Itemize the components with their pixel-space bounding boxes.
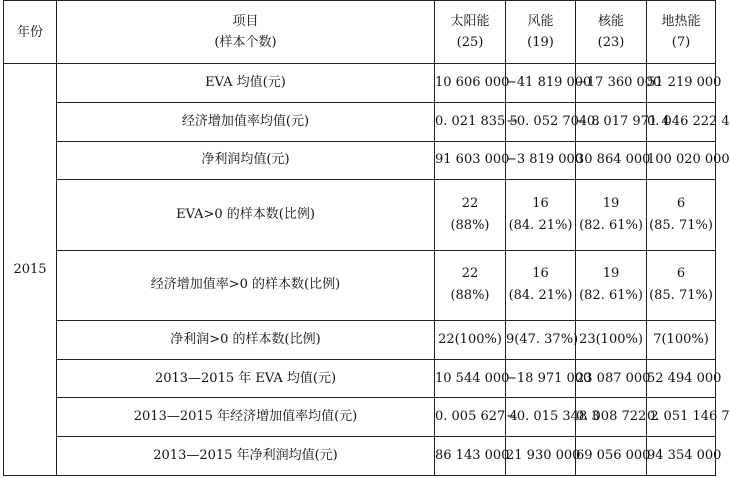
value-cell: [435, 180, 506, 250]
value-text: 94 354 000: [647, 448, 722, 464]
value-text: 19: [602, 196, 620, 211]
value-text: (82. 61%): [579, 218, 643, 233]
row-label: EVA 均值(元): [57, 64, 435, 103]
table-row: [4, 398, 716, 437]
value-text: (84. 21%): [508, 288, 573, 304]
value-text: 6: [676, 196, 686, 211]
col-header-nuclear: [576, 1, 647, 64]
value-cell: [506, 250, 576, 320]
value-cell: [647, 437, 722, 476]
row-label: 2013—2015 年经济增加值率均值(元): [57, 398, 435, 437]
value-text: 23 087 000: [576, 370, 651, 386]
value-text: (88%): [450, 288, 490, 304]
row-label: 经济增加值率均值(元): [57, 102, 435, 141]
row-label: EVA>0 的样本数(比例): [57, 180, 435, 250]
value-text: 0. 008 722 2: [576, 409, 659, 425]
value-cell: [506, 398, 600, 437]
table-row: [4, 359, 716, 398]
value-cell: [435, 141, 510, 180]
value-text: 0. 046 222 4: [647, 113, 730, 129]
col-header-name: 核能: [597, 14, 624, 30]
row-label: 2013—2015 年 EVA 均值(元): [57, 359, 435, 398]
value-text: 22: [461, 266, 479, 282]
item-header-label: 项目: [232, 14, 259, 30]
table-row: [4, 250, 716, 320]
value-text: 100 020 000: [647, 152, 730, 168]
year-header: 年份: [4, 1, 57, 64]
col-header-count: (19): [527, 35, 554, 51]
col-header-name: 太阳能: [450, 14, 490, 30]
value-text: 7(100%): [653, 331, 709, 347]
value-text: −41 819 000: [506, 75, 592, 91]
year-cell: 2015: [4, 64, 57, 476]
value-text: (85. 71%): [649, 218, 713, 233]
value-cell: [576, 437, 651, 476]
value-text: 9(47. 37%): [506, 331, 579, 347]
value-cell: [647, 250, 716, 320]
item-header-sub: (样本个数): [214, 35, 277, 51]
col-header-count: (25): [456, 35, 484, 51]
value-cell: [506, 141, 584, 180]
value-text: 19: [602, 266, 620, 282]
value-cell: [506, 437, 581, 476]
value-cell: [647, 359, 722, 398]
value-text: −0. 017 971 4: [576, 113, 670, 129]
value-text: 10 544 000: [435, 370, 510, 386]
value-text: 30 864 000: [576, 152, 651, 168]
value-text: 10 606 000: [435, 75, 510, 91]
value-cell: [506, 359, 592, 398]
value-cell: [576, 141, 651, 180]
value-cell: [647, 398, 730, 437]
value-text: 0. 005 627 4: [435, 409, 518, 425]
value-cell: [576, 180, 647, 250]
value-text: −0. 015 348 3: [506, 409, 600, 425]
value-text: −3 819 000: [506, 152, 584, 168]
value-cell: [576, 321, 647, 360]
value-cell: [506, 102, 600, 141]
value-cell: [435, 250, 506, 320]
table-row: [4, 64, 716, 103]
row-label: 2013—2015 年净利润均值(元): [57, 437, 435, 476]
value-text: 51 219 000: [647, 75, 722, 91]
value-cell: [435, 102, 518, 141]
value-cell: [576, 102, 670, 141]
value-cell: [576, 359, 651, 398]
value-cell: [506, 180, 576, 250]
value-text: 52 494 000: [647, 370, 722, 386]
table-row: [4, 102, 716, 141]
table-row: [4, 437, 716, 476]
header-row: [4, 1, 716, 64]
value-text: 69 056 000: [576, 448, 651, 464]
col-header-geothermal: [647, 1, 716, 64]
value-cell: [576, 64, 662, 103]
row-label: 净利润均值(元): [57, 141, 435, 180]
value-text: 86 143 000: [435, 448, 510, 464]
value-cell: [647, 102, 730, 141]
value-text: −17 360 000: [576, 75, 662, 91]
col-header-wind: [506, 1, 576, 64]
value-cell: [435, 64, 510, 103]
value-text: 91 603 000: [435, 152, 510, 168]
value-text: (82. 61%): [579, 288, 643, 304]
value-text: 21 930 000: [506, 448, 581, 464]
value-text: 23(100%): [579, 331, 643, 347]
table-row: [4, 180, 716, 250]
table-row: [4, 321, 716, 360]
col-header-name: 风能: [527, 14, 554, 30]
value-text: 0. 051 146 7: [647, 409, 730, 425]
value-text: 22: [461, 196, 479, 211]
value-cell: [435, 437, 510, 476]
value-text: 22(100%): [438, 331, 502, 347]
value-cell: [506, 64, 592, 103]
value-text: −0. 052 704 8: [506, 113, 600, 129]
value-text: (85. 71%): [649, 288, 713, 304]
col-header-name: 地热能: [661, 14, 701, 30]
table-row: [4, 141, 716, 180]
value-text: 0. 021 835 5: [435, 113, 518, 129]
value-text: 16: [532, 196, 549, 211]
value-cell: [506, 321, 579, 360]
col-header-count: (7): [671, 35, 691, 51]
value-text: 6: [676, 266, 686, 282]
value-cell: [435, 398, 518, 437]
col-header-solar: [435, 1, 506, 64]
data-table: [3, 0, 730, 476]
col-header-count: (23): [597, 35, 625, 51]
row-label: 经济增加值率>0 的样本数(比例): [57, 250, 435, 320]
value-cell: [647, 64, 722, 103]
value-cell: [576, 250, 647, 320]
value-cell: [435, 359, 510, 398]
value-cell: [647, 321, 716, 360]
value-cell: [647, 141, 730, 180]
value-text: 16: [532, 266, 549, 282]
value-text: −18 971 000: [506, 370, 592, 386]
row-label: 净利润>0 的样本数(比例): [57, 321, 435, 360]
value-cell: [647, 180, 716, 250]
value-text: (84. 21%): [508, 218, 573, 233]
value-text: (88%): [450, 218, 490, 233]
value-cell: [576, 398, 659, 437]
item-header: [57, 1, 435, 64]
value-cell: [435, 321, 506, 360]
